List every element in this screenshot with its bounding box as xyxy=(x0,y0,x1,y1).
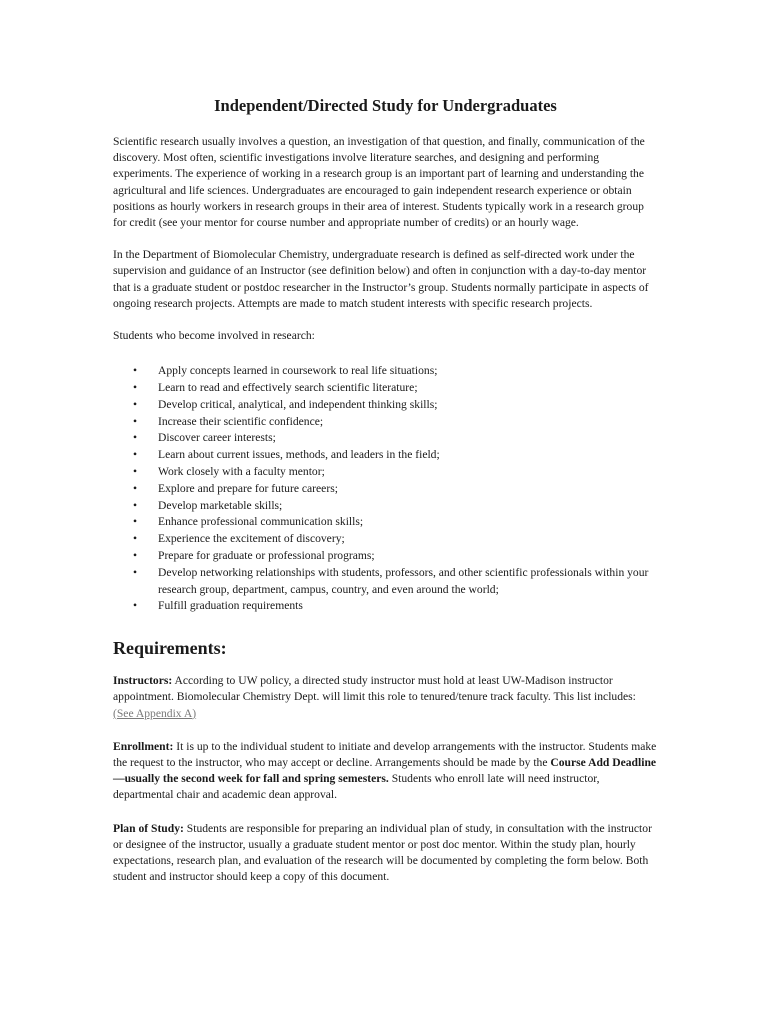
intro-paragraph: Scientific research usually involves a question, an investigation of that question, and finally, communication of the discovery. Most often, scientific investigations involve literature searches, and designing and performing experiments. The experience of working in a research group is an important part of learning and understanding the agricultural and life sciences. Undergraduates are encouraged to gain independent research experience or obtain positions as hourly workers in research groups in their area of interest. Students typically work in a research group for credit (see your mentor for course number and appropriate number of credits) or an hourly wage. xyxy=(113,135,645,230)
department-paragraph: In the Department of Biomolecular Chemistry, undergraduate research is defined as self-directed work under the supervision and guidance of an Instructor (see definition below) and often in conjunction with a day-to-day mentor that is a graduate student or postdoc researcher in the Instructor’s group. Students normally participate in aspects of ongoing research projects. Attempts are made to match student interests with specific research projects. xyxy=(113,248,649,310)
list-item-text: Fulfill graduation requirements xyxy=(158,599,303,613)
list-item-text: Develop marketable skills; xyxy=(158,498,283,512)
list-item-text: Work closely with a faculty mentor; xyxy=(158,465,325,479)
list-item xyxy=(113,531,658,548)
plan-of-study-text: Students are responsible for preparing an individual plan of study, in consultation with the instructor or designee of the instructor, usually a graduate student mentor or post doc mentor. Within the study plan, hourly expectations, research plan, and evaluation of the research will be documented by completing the form below. Both student and instructor should keep a copy of this document. xyxy=(113,821,652,884)
requirements-heading: Requirements: xyxy=(113,638,227,659)
bullet-icon: • xyxy=(133,498,138,512)
list-item xyxy=(113,430,658,447)
enrollment-text-2: Students who enroll late will need instructor, departmental chair and academic dean approval. xyxy=(113,772,600,802)
list-item-text: Learn to read and effectively search scientific literature; xyxy=(158,381,418,395)
bullet-icon: • xyxy=(133,448,138,462)
list-item-text: Learn about current issues, methods, and leaders in the field; xyxy=(158,448,440,462)
document-title: Independent/Directed Study for Undergraduates xyxy=(214,96,557,115)
list-item-text: Apply concepts learned in coursework to real life situations; xyxy=(158,364,438,378)
list-item-text: Enhance professional communication skills; xyxy=(158,515,364,529)
list-item xyxy=(113,598,658,615)
course-add-deadline: Course Add Deadline—usually the second week for fall and spring semesters. xyxy=(113,756,657,786)
bullet-icon: • xyxy=(133,364,138,378)
enrollment-label: Enrollment: xyxy=(113,739,174,753)
bullet-icon: • xyxy=(133,465,138,479)
plan-of-study-paragraph xyxy=(113,821,658,886)
bullet-icon: • xyxy=(133,481,138,495)
bullet-icon: • xyxy=(133,397,138,411)
list-item xyxy=(113,565,658,599)
bullet-icon: • xyxy=(133,381,138,395)
appendix-a-link[interactable]: (See Appendix A) xyxy=(113,706,197,720)
list-item xyxy=(113,481,658,498)
list-item-text: Experience the excitement of discovery; xyxy=(158,532,345,546)
bullet-icon: • xyxy=(133,599,138,613)
list-item xyxy=(113,380,658,397)
list-item xyxy=(113,414,658,431)
list-item-text: Increase their scientific confidence; xyxy=(158,414,324,428)
bullet-icon: • xyxy=(133,549,138,562)
bullet-icon: • xyxy=(133,515,138,529)
instructors-label: Instructors: xyxy=(113,674,173,688)
list-item-text: Prepare for graduate or professional programs; xyxy=(158,549,375,562)
benefits-list xyxy=(113,363,658,615)
list-item-text: Develop critical, analytical, and independent thinking skills; xyxy=(158,397,438,411)
list-item xyxy=(113,548,658,565)
enrollment-paragraph xyxy=(113,739,658,804)
list-item xyxy=(113,464,658,481)
list-item-text: Explore and prepare for future careers; xyxy=(158,481,338,495)
bullet-icon: • xyxy=(133,431,138,445)
list-item xyxy=(113,498,658,515)
plan-of-study-label: Plan of Study: xyxy=(113,821,184,835)
bullet-icon: • xyxy=(133,414,138,428)
document-page xyxy=(113,96,658,902)
list-item xyxy=(113,397,658,414)
bullet-icon: • xyxy=(133,565,138,579)
list-item-text: Develop networking relationships with students, professors, and other scientific professionals within your research group, department, campus, country, and even around the world; xyxy=(158,565,649,596)
list-item xyxy=(113,514,658,531)
list-item-text: Discover career interests; xyxy=(158,431,276,445)
instructors-text: According to UW policy, a directed study instructor must hold at least UW-Madison instructor appointment. Biomolecular Chemistry Dept. will limit this role to tenured/tenure track faculty. This list includes: xyxy=(113,674,636,704)
enrollment-text-1: It is up to the individual student to initiate and develop arrangements with the instructor. Students make the request to the instructor, who may accept or decline. Arrangements should be made by the xyxy=(113,739,657,769)
list-item xyxy=(113,447,658,464)
students-intro: Students who become involved in research: xyxy=(113,329,315,343)
instructors-paragraph xyxy=(113,673,658,722)
list-item xyxy=(113,363,658,380)
requirements-section xyxy=(113,637,658,885)
bullet-icon: • xyxy=(133,532,138,546)
